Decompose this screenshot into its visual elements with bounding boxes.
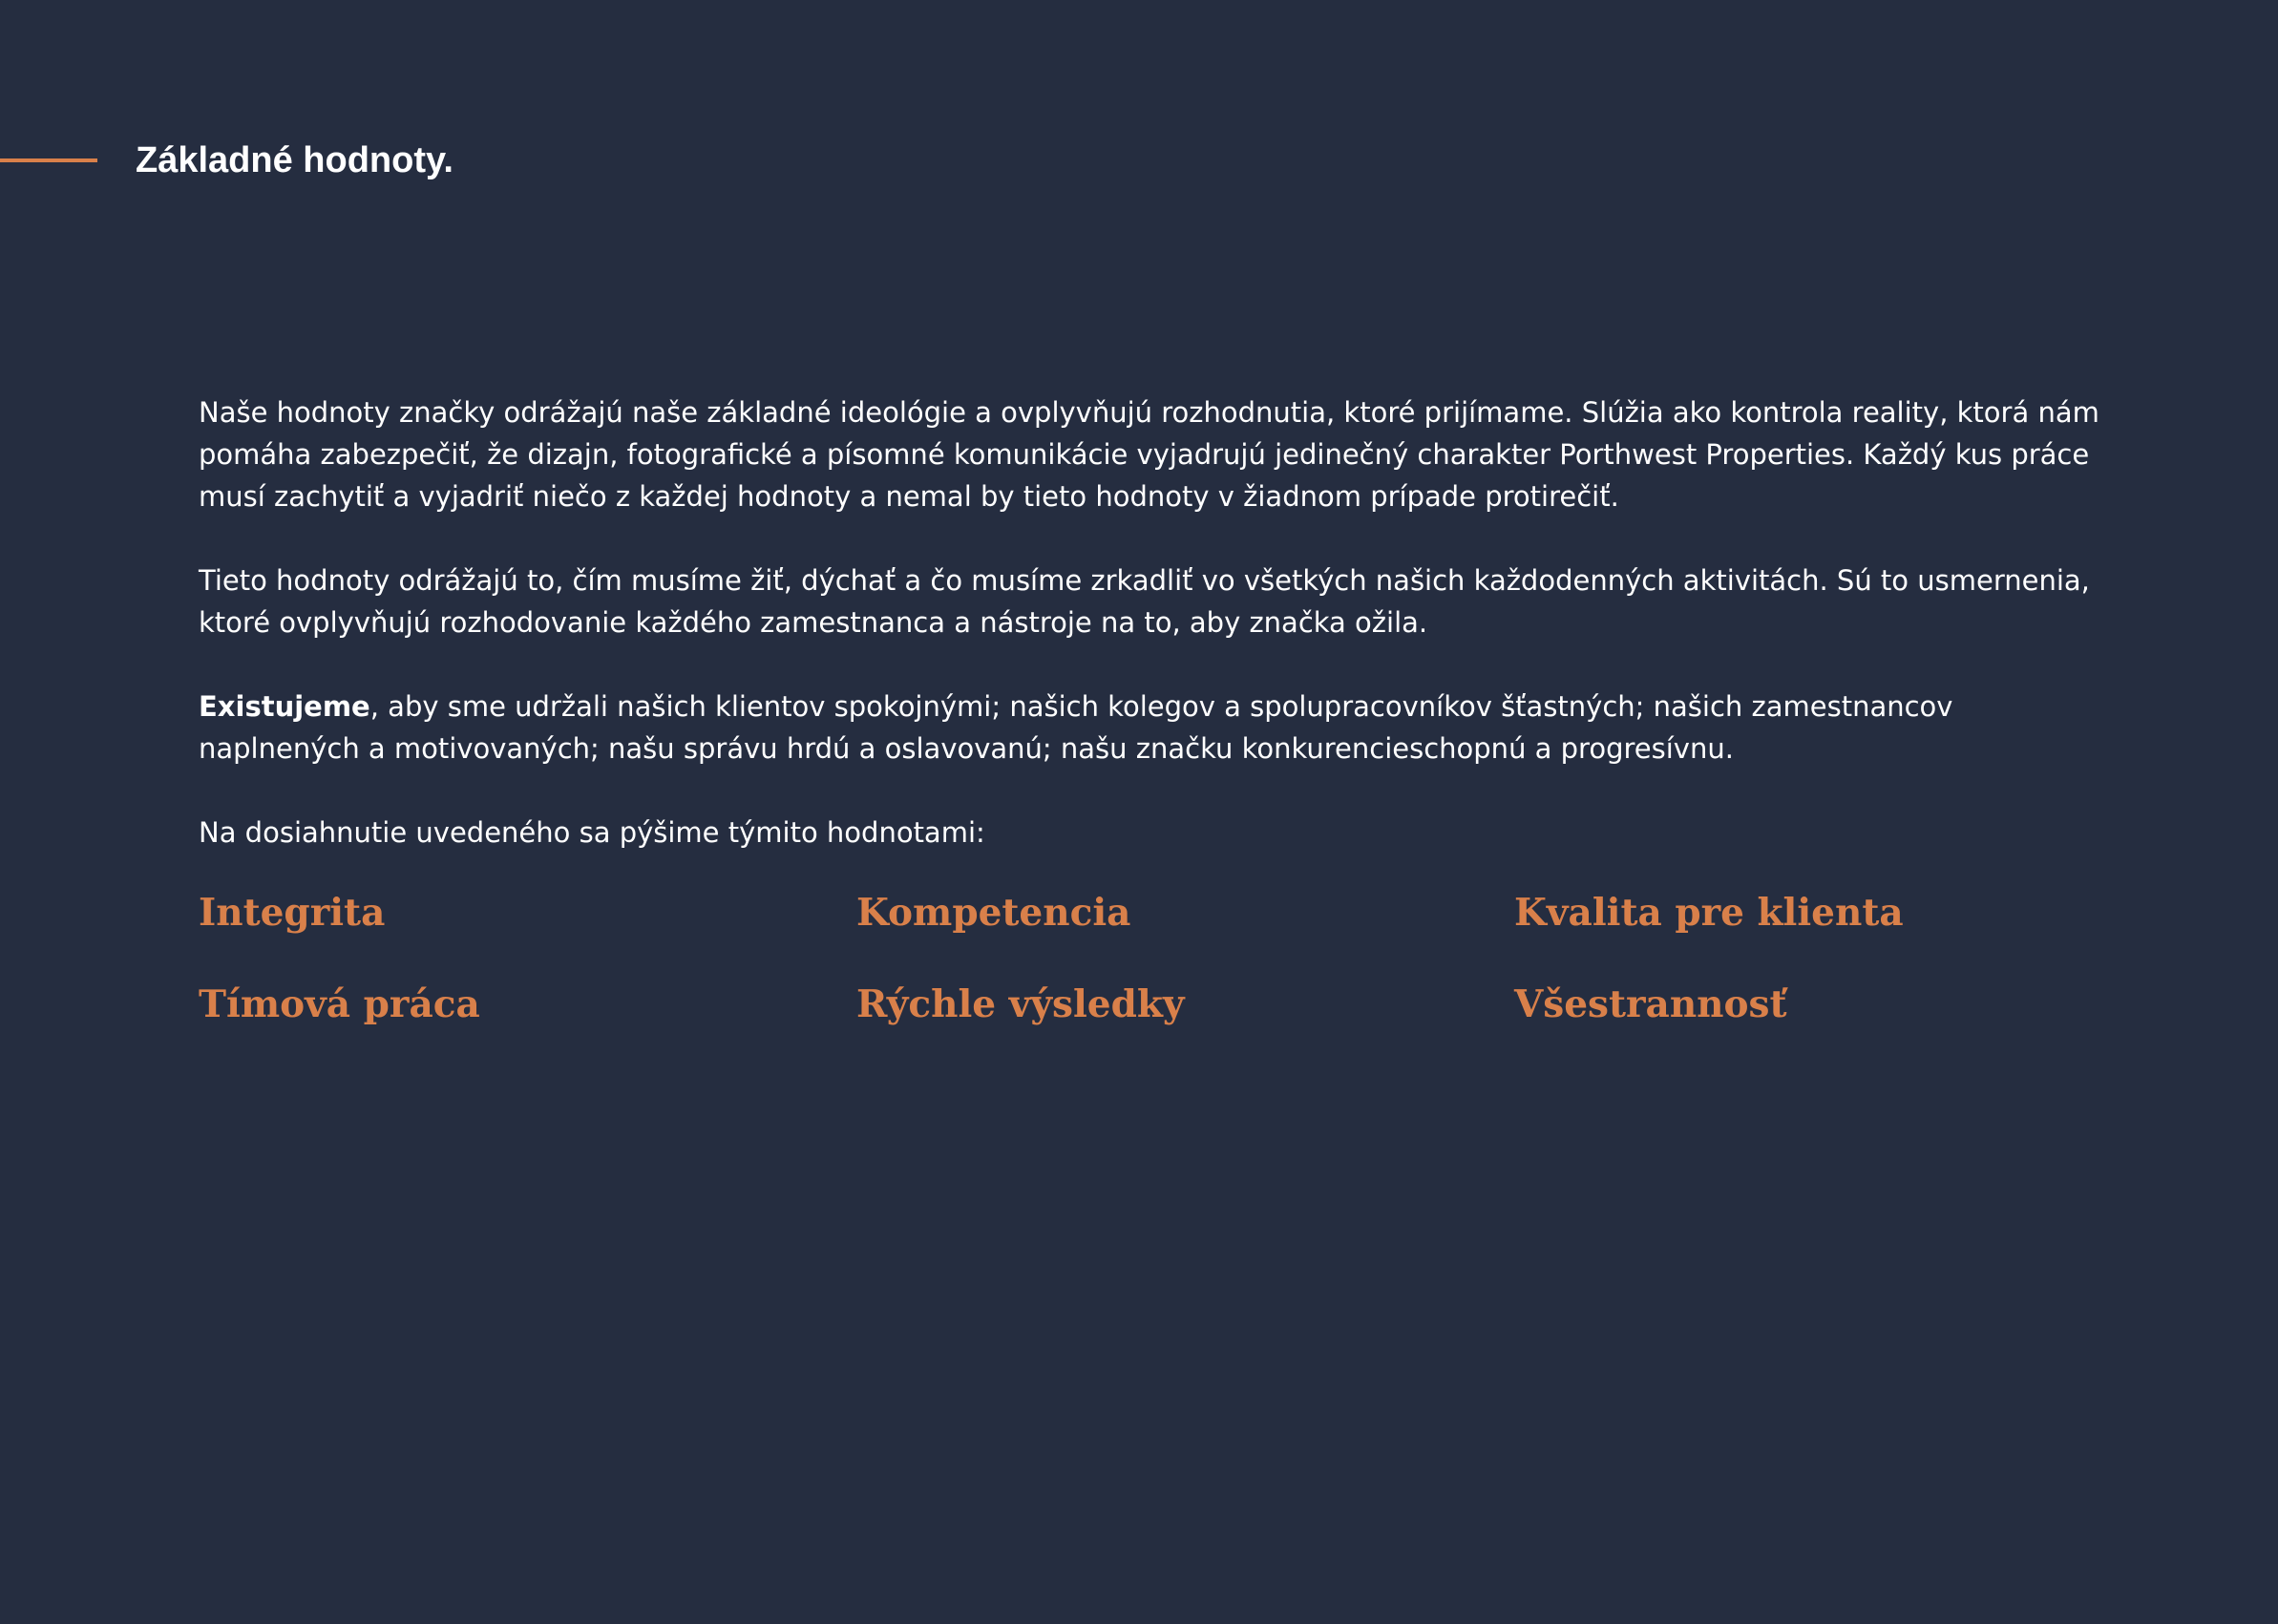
mission-lead-word: Existujeme xyxy=(199,690,370,723)
value-integrity: Integrita xyxy=(199,891,386,935)
title-accent-line xyxy=(0,158,97,162)
values-grid xyxy=(199,886,2146,1031)
mission-paragraph xyxy=(199,685,2108,770)
body-text xyxy=(199,391,2108,854)
values-intro-paragraph: Na dosiahnutie uvedeného sa pýšime týmito hodnotami: xyxy=(199,816,985,849)
intro-paragraph: Naše hodnoty značky odrážajú naše základné ideológie a ovplyvňujú rozhodnutia, ktoré prijímame. Slúžia ako kontrola reality, ktorá nám pomáha zabezpečiť, že dizajn, fotografické a písomné komunikácie vyjadrujú jedinečný charakter Porthwest Properties. Každý kus práce musí zachytiť a vyjadriť niečo z každej hodnoty a nemal by tieto hodnoty v žiadnom prípade protirečiť. xyxy=(199,396,2099,513)
value-competence: Kompetencia xyxy=(856,891,1131,935)
value-client-quality: Kvalita pre klienta xyxy=(1514,891,1904,935)
value-teamwork: Tímová práca xyxy=(199,982,480,1026)
value-versatility: Všestrannosť xyxy=(1514,982,1787,1026)
value-fast-results: Rýchle výsledky xyxy=(856,982,1185,1026)
page-title: Základné hodnoty. xyxy=(136,140,453,180)
values-description-paragraph: Tieto hodnoty odrážajú to, čím musíme žiť, dýchať a čo musíme zrkadliť vo všetkých našich každodenných aktivitách. Sú to usmernenia, ktoré ovplyvňujú rozhodovanie každého zamestnanca a nástroje na to, aby značka ožila. xyxy=(199,564,2090,639)
mission-text: , aby sme udržali našich klientov spokojnými; našich kolegov a spolupracovníkov šťastných; našich zamestnancov naplnených a motivovaných; našu správu hrdú a oslavovanú; našu značku konkurencieschopnú a progresívnu. xyxy=(199,690,1953,765)
